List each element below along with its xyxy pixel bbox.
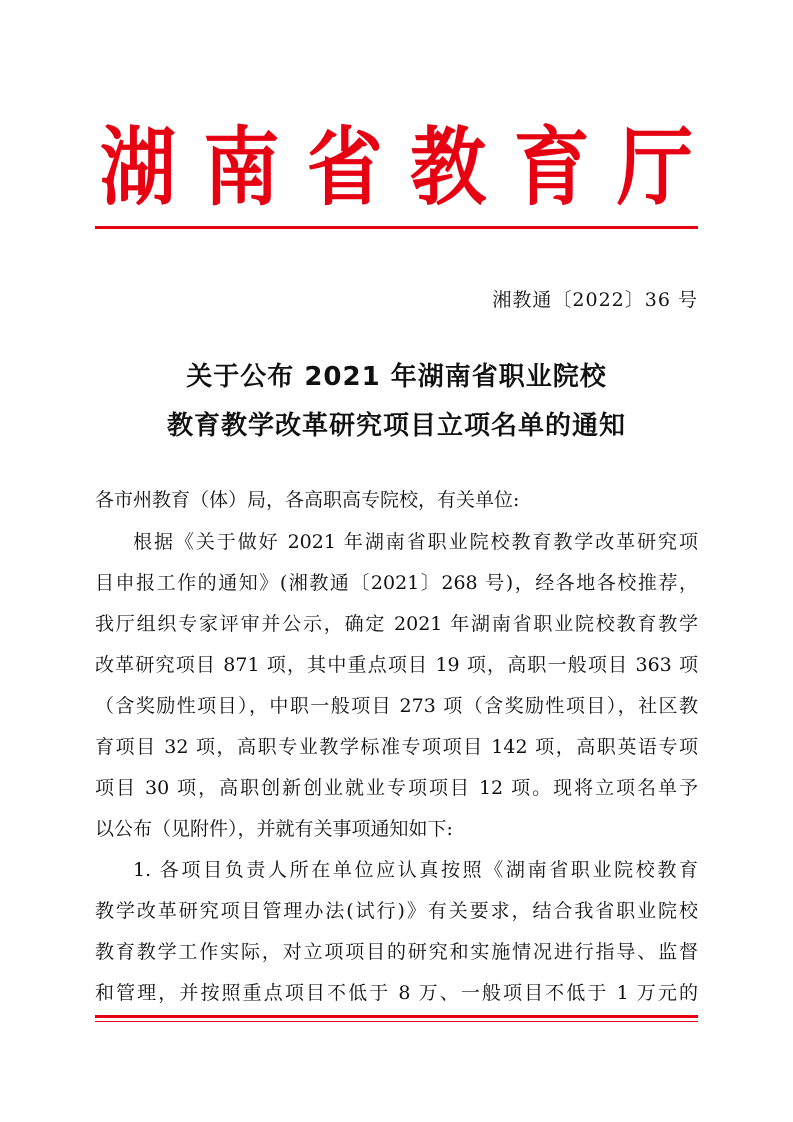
body-line: 教育教学工作实际，对立项项目的研究和实施情况进行指导、监督 — [95, 941, 698, 963]
body-line: 和管理，并按照重点项目不低于 8 万、一般项目不低于 1 万元的 — [95, 982, 698, 1004]
masthead-char: 教 — [410, 117, 487, 218]
masthead-char: 南 — [203, 117, 280, 218]
salutation: 各市州教育（体）局，各高职高专院校，有关单位: — [95, 489, 520, 511]
body-line: 教学改革研究项目管理办法(试行)》有关要求，结合我省职业院校 — [95, 900, 698, 922]
body-line: 1. 各项目负责人所在单位应认真按照《湖南省职业院校教育 — [133, 859, 698, 881]
issuing-authority-masthead — [95, 117, 698, 218]
document-number: 湘教通〔2022〕36 号 — [492, 289, 698, 311]
body-line: （含奖励性项目），中职一般项目 273 项（含奖励性项目），社区教 — [95, 695, 698, 717]
document-title-line-1: 关于公布 2021 年湖南省职业院校 — [186, 362, 607, 392]
masthead-red-rule — [95, 226, 698, 229]
footer-red-rule-thick — [95, 1015, 698, 1018]
body-line: 改革研究项目 871 项，其中重点项目 19 项，高职一般项目 363 项 — [95, 654, 698, 676]
masthead-char: 湖 — [100, 117, 176, 218]
masthead-char: 省 — [306, 117, 383, 218]
document-title-line-2: 教育教学改革研究项目立项名单的通知 — [166, 411, 626, 441]
masthead-char: 育 — [513, 117, 590, 218]
body-line: 根据《关于做好 2021 年湖南省职业院校教育教学改革研究项 — [133, 531, 698, 553]
body-line: 目申报工作的通知》(湘教通〔2021〕268 号)，经各地各校推荐， — [95, 572, 698, 594]
body-line: 育项目 32 项，高职专业教学标准专项项目 142 项，高职英语专项 — [95, 736, 698, 758]
body-line: 我厅组织专家评审并公示，确定 2021 年湖南省职业院校教育教学 — [95, 613, 698, 635]
masthead-char: 厅 — [616, 117, 693, 218]
body-line: 项目 30 项，高职创新创业就业专项项目 12 项。现将立项名单予 — [95, 777, 698, 799]
body-line: 以公布（见附件），并就有关事项通知如下: — [95, 818, 453, 840]
footer-red-rule-thin — [95, 1021, 698, 1022]
